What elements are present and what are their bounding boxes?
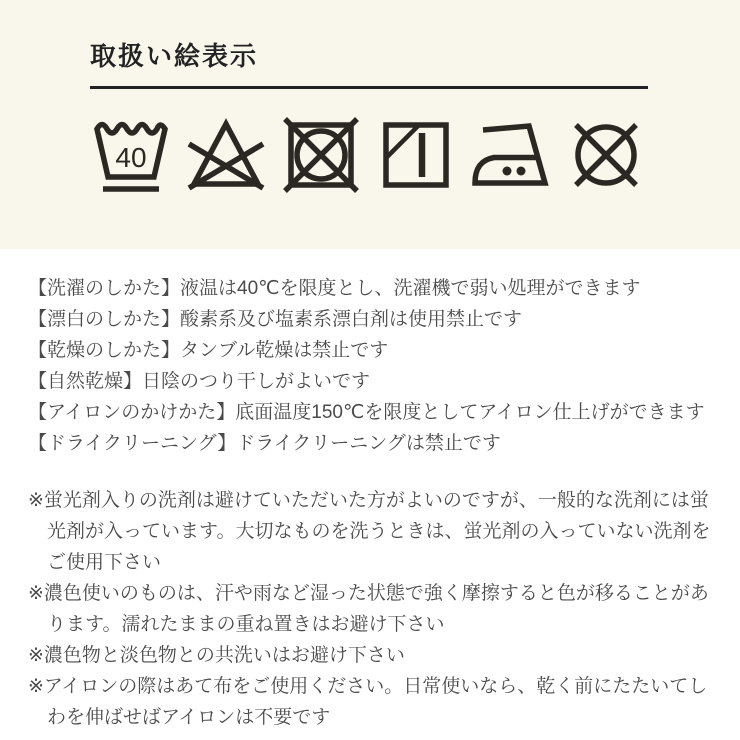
instruction-dry-cleaning: 【ドライクリーニング】ドライクリーニングは禁止です xyxy=(28,433,501,454)
note-separate-washing: ※濃色物と淡色物との共洗いはお避け下さい xyxy=(28,645,405,666)
no-tumble-dry-icon xyxy=(280,111,362,201)
shade-line-dry-icon xyxy=(375,111,457,201)
instruction-natural-dry: 【自然乾燥】日陰のつり干しがよいです xyxy=(28,371,371,392)
care-symbols-row xyxy=(90,111,740,201)
note-dark-colors-friction: ※濃色使いのものは、汗や雨など湿った状態で強く摩擦すると色が移ることがあります。濡れたままの重ね置きはお避け下さい xyxy=(28,583,709,635)
no-dry-cleaning-icon xyxy=(565,111,647,201)
wash-tub-40-icon xyxy=(90,111,172,201)
instruction-bleach: 【漂白のしかた】酸素系及び塩素系漂白剤は使用禁止です xyxy=(28,309,523,330)
page-title: 取扱い絵表示 xyxy=(90,41,259,71)
note-ironing-cloth: ※アイロンの際はあて布をご使用ください。日常使いなら、乾く前にたたいてしわを伸ばせばアイロンは不要です xyxy=(28,676,708,728)
note-fluorescent-detergent: ※蛍光剤入りの洗剤は避けていただいた方がよいのですが、一般的な洗剤には蛍光剤が入っています。大切なものを洗うときは、蛍光剤の入っていない洗剤をご使用下さい xyxy=(28,490,711,573)
note-list xyxy=(28,485,716,733)
no-bleach-icon xyxy=(185,111,267,201)
wash-temperature-label: 40 xyxy=(115,142,147,173)
care-instructions-section xyxy=(0,249,740,740)
instruction-drying: 【乾燥のしかた】タンブル乾燥は禁止です xyxy=(28,340,389,361)
instruction-list xyxy=(28,273,716,459)
instruction-ironing: 【アイロンのかけかた】底面温度150℃を限度としてアイロン仕上げができます xyxy=(28,402,705,423)
title-underline xyxy=(90,86,648,89)
instruction-washing: 【洗濯のしかた】液温は40℃を限度とし、洗濯機で弱い処理ができます xyxy=(28,278,641,299)
iron-two-dots-icon xyxy=(470,111,552,201)
care-symbols-section xyxy=(0,0,740,249)
